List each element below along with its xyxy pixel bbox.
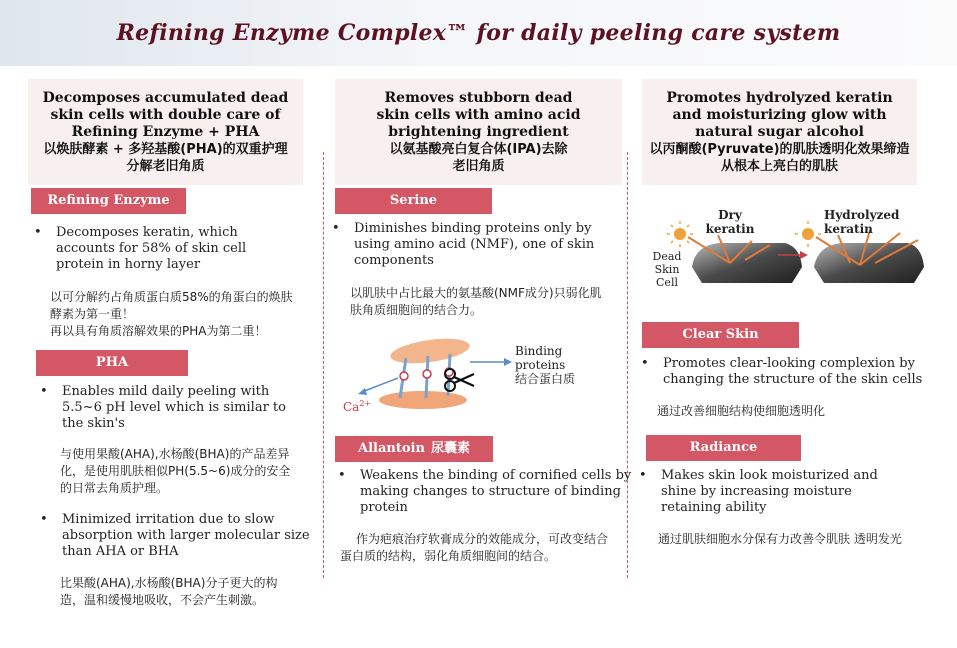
page-title: Refining Enzyme Complex™ for daily peeling care system <box>116 20 841 46</box>
tag-serine <box>335 188 492 214</box>
serine-zh: 以肌肤中占比最大的氨基酸(NMF成分)只弱化肌肤角质细胞间的结合力。 <box>350 286 602 317</box>
calcium-ion-label <box>343 397 371 414</box>
serine-bullet: • Diminishes binding proteins only by using amino acid (NMF), one of skin components <box>332 221 626 269</box>
sun-icon <box>667 221 693 247</box>
radiance-bullet: • Makes skin look moisturized and shine by increasing moisture retaining ability <box>639 468 916 516</box>
radiance-zh: 通过肌肤细胞水分保有力改善令肌肤 透明发光 <box>658 532 902 546</box>
pha-bullet-2: • Minimized irritation due to slow absorption with larger molecular size than AHA or BHA <box>40 512 314 560</box>
column-3-heading <box>642 79 917 185</box>
tag-clear-skin <box>642 322 799 348</box>
binding-proteins-label-zh: 结合蛋白质 <box>515 372 576 386</box>
calcium-ion-charge: 2+ <box>359 399 372 408</box>
clear-skin-zh: 通过改善细胞结构使细胞透明化 <box>657 404 826 418</box>
column-divider-1 <box>323 152 324 578</box>
column-1-heading <box>28 79 303 185</box>
binding-proteins-label <box>515 344 605 386</box>
hydrolyzed-keratin-label: Hydrolyzed keratin <box>824 208 900 236</box>
column-1-heading-zh: 以焕肤酵素 + 多羟基酸(PHA)的双重护理分解老旧角质 <box>43 141 288 174</box>
allantoin-bullet: • Weakens the binding of cornified cells by making changes to structure of binding protein <box>338 468 632 516</box>
tag-allantoin-label-zh: 尿囊素 <box>430 441 470 456</box>
tag-refining-enzyme-label: Refining Enzyme <box>47 193 170 208</box>
column-3-heading-zh: 以丙酮酸(Pyruvate)的肌肤透明化效果缔造从根本上亮白的肌肤 <box>649 141 910 174</box>
binding-proteins-label-en: Binding proteins <box>515 344 566 372</box>
dead-skin-cell-label: Dead Skin Cell <box>652 250 682 289</box>
tag-serine-label: Serine <box>389 193 438 208</box>
refining-enzyme-bullet: • Decomposes keratin, which accounts for 58% of skin cell protein in horny layer <box>34 225 296 273</box>
tag-refining-enzyme <box>31 188 186 214</box>
column-2-heading-en: Removes stubborn dead skin cells with amino acid brightening ingredient <box>376 89 581 140</box>
tag-radiance-label: Radiance <box>689 440 758 455</box>
tag-allantoin-label: Allantoin <box>358 441 425 456</box>
tag-pha-label: PHA <box>95 355 129 370</box>
dry-keratin-label: Dry keratin <box>705 208 755 236</box>
refining-enzyme-zh: 以可分解约占角质蛋白质58%的角蛋白的焕肤酵素为第一重！ 再以具有角质溶解效果的PHA为第二重！ <box>50 290 293 338</box>
tag-radiance <box>646 435 801 461</box>
allantoin-zh: 作为疤痕治疗软膏成分的效能成分，可改变结合蛋白质的结构，弱化角质细胞间的结合。 <box>340 532 609 563</box>
pha-zh-2: 比果酸(AHA),水杨酸(BHA)分子更大的构造，温和缓慢地吸收，不会产生刺激。 <box>60 576 278 607</box>
tag-pha <box>36 350 188 376</box>
column-3-heading-en: Promotes hydrolyzed keratin and moisturizing glow with natural sugar alcohol <box>666 89 893 140</box>
column-1-heading-en: Decomposes accumulated dead skin cells with double care of Refining Enzyme + PHA <box>42 89 289 140</box>
clear-skin-bullet: • Promotes clear-looking complexion by changing the structure of the skin cells <box>641 356 953 388</box>
sun-icon-2 <box>795 221 821 247</box>
calcium-ion-symbol: Ca <box>343 400 360 414</box>
tag-allantoin <box>335 436 493 462</box>
column-2-heading-zh: 以氨基酸亮白复合体(IPA)去除老旧角质 <box>389 141 568 174</box>
pha-zh-1: 与使用果酸(AHA),水杨酸(BHA)的产品差异化，是使用肌肤相似PH(5.5~6)成分的安全的日常去角质护理。 <box>60 447 291 495</box>
column-2-heading <box>335 79 622 185</box>
tag-clear-skin-label: Clear Skin <box>682 327 759 342</box>
pha-bullet-1: • Enables mild daily peeling with 5.5~6 pH level which is similar to the skin's <box>40 384 307 432</box>
